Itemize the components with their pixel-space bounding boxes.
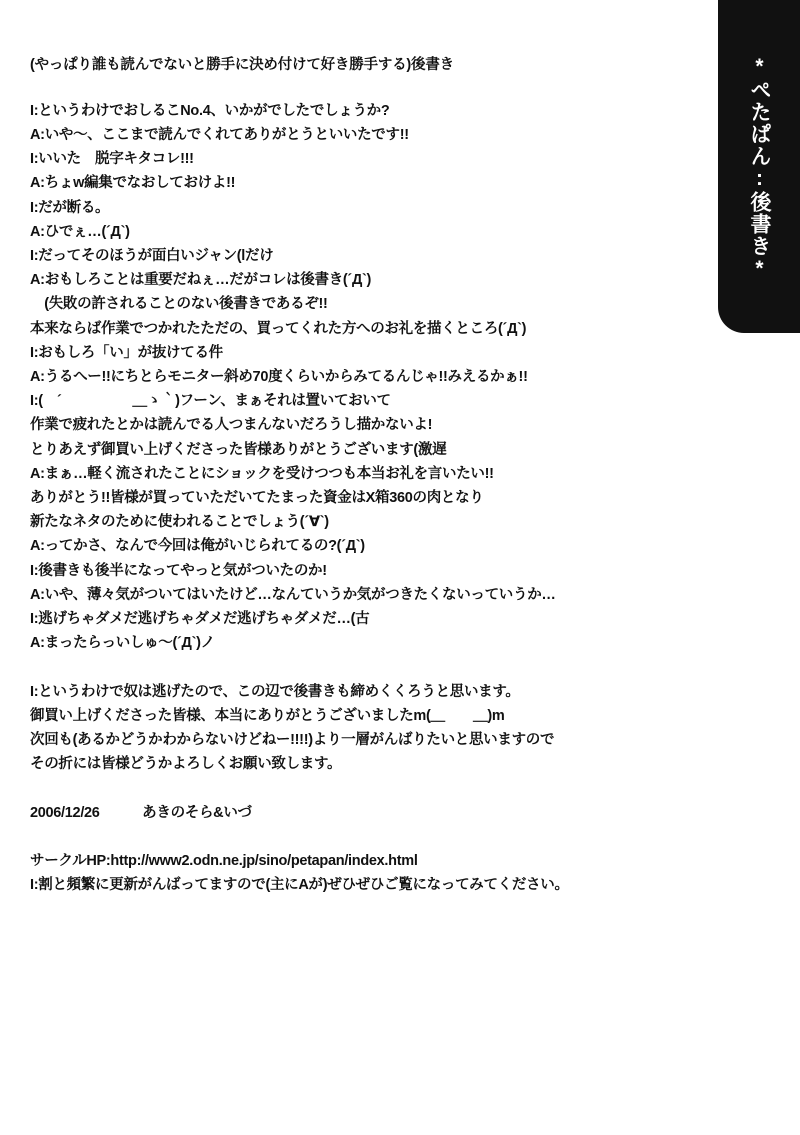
dialogue-line: (失敗の許されることのない後書きであるぞ!! bbox=[30, 296, 328, 313]
dialogue-line: 本来ならば作業でつかれたただの、買ってくれた方へのお礼を描くところ(´Д`) bbox=[30, 320, 527, 337]
closing-block bbox=[30, 680, 670, 777]
afterword-content bbox=[30, 55, 670, 897]
dialogue-line: A:ひでぇ…(´Д`) bbox=[30, 223, 130, 240]
dialogue-line: 新たなネタのために使われることでしょう(´∀`) bbox=[30, 514, 329, 531]
dialogue-line: I:だが断る。 bbox=[30, 199, 110, 216]
spacer bbox=[30, 776, 670, 800]
dialogue-line: 作業で疲れたとかは読んでる人つまんないだろうし描かないよ! bbox=[30, 417, 433, 434]
circle-homepage-url[interactable]: サークルHP:http://www2.odn.ne.jp/sino/petapan/index.html bbox=[30, 853, 418, 869]
dialogue-line: A:うるへー!!にちとらモニター斜め70度くらいからみてるんじゃ!!みえるかぁ!! bbox=[30, 368, 528, 385]
dialogue-line: A:ちょw編集でなおしておけよ!! bbox=[30, 175, 236, 192]
dialogue-line: A:まぁ…軽く流されたことにショックを受けつつも本当お礼を言いたい!! bbox=[30, 465, 494, 482]
dialogue-line: A:まったらっいしゅ～(´Д`)ノ bbox=[30, 635, 215, 652]
dialogue-line: とりあえず御買い上げくださった皆様ありがとうございます(激遅 bbox=[30, 441, 447, 458]
dialogue-line: A:いや～、ここまで読んでくれてありがとうといいたです!! bbox=[30, 126, 409, 143]
dialogue-line: A:いや、薄々気がついてはいたけど…なんていうか気がつきたくないっていうか… bbox=[30, 586, 556, 603]
dialogue-line: I:おもしろ「い」が抜けてる件 bbox=[30, 344, 223, 361]
closing-line: I:というわけで奴は逃げたので、この辺で後書きも締めくくろうと思います。 bbox=[30, 683, 520, 700]
spacer bbox=[30, 825, 670, 849]
dialogue-line: I:いいた 脱字キタコレ!!! bbox=[30, 151, 194, 168]
page-title: (やっぱり誰も読んでないと勝手に決め付けて好き勝手する)後書き bbox=[30, 57, 454, 73]
dialogue-line: A:おもしろことは重要だねぇ…だがコレは後書き(´Д`) bbox=[30, 272, 372, 289]
date-authors: 2006/12/26 あきのそら&いづ bbox=[30, 804, 252, 821]
dialogue-line: ありがとう!!皆様が買っていただいてたまった資金はX箱360の肉となり bbox=[30, 490, 484, 506]
closing-line: 次回も(あるかどうかわからないけどねー!!!!)より一層がんばりたいと思いますので bbox=[30, 732, 555, 749]
dialogue-line: I:逃げちゃダメだ逃げちゃダメだ逃げちゃダメだ…(古 bbox=[30, 611, 370, 628]
spacer bbox=[30, 655, 670, 679]
closing-line: 御買い上げくださった皆様、本当にありがとうございましたm(＿ ＿)m bbox=[30, 707, 505, 724]
dialogue-line: I:だってそのほうが面白いジャン(lだけ bbox=[30, 247, 274, 264]
dialogue-line: I:( ´ ＿ゝ｀)フーン、まぁそれは置いておいて bbox=[30, 393, 391, 410]
circle-homepage-note: I:割と頻繁に更新がんばってますので(主にAが)ぜひぜひご覧になってみてください。 bbox=[30, 877, 569, 894]
dialogue-line: I:後書きも後半になってやっと気がついたのか! bbox=[30, 562, 327, 579]
side-tab bbox=[718, 0, 800, 333]
closing-line: その折には皆様どうかよろしくお願い致します。 bbox=[30, 756, 342, 773]
dialogue-block bbox=[30, 99, 670, 656]
side-tab-title: *ぺたぱん:後書き* bbox=[748, 55, 771, 281]
dialogue-line: I:というわけでおしるこNo.4、いかがでしたでしょうか? bbox=[30, 102, 390, 119]
dialogue-line: A:ってかさ、なんで今回は俺がいじられてるの?(´Д`) bbox=[30, 538, 365, 555]
